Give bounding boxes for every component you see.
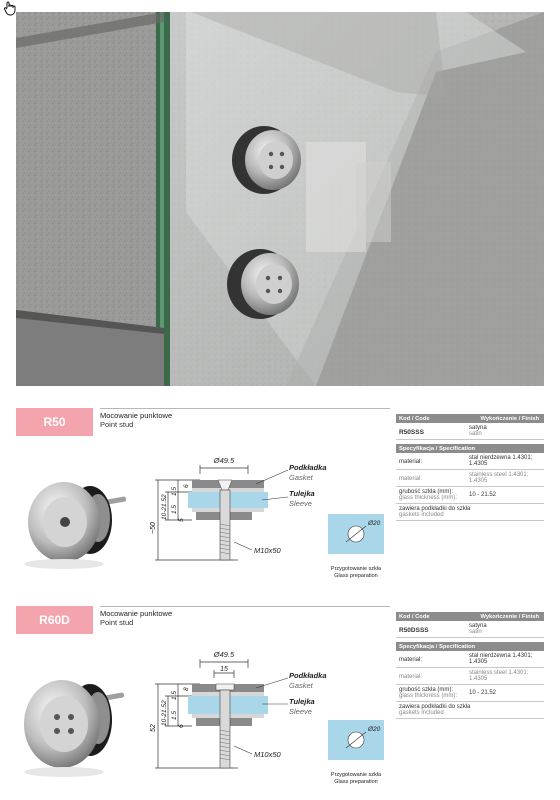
dim-d2: 8 — [183, 687, 190, 691]
dim-thread: M10x50 — [254, 750, 281, 759]
spec-code-row: R50SSS satyna satin — [396, 423, 544, 440]
product-photo — [18, 668, 130, 778]
product-photo — [18, 468, 130, 572]
label-gasket-en: Gasket — [289, 473, 313, 482]
dim-d3: 1.5 — [171, 504, 178, 514]
product-title — [100, 609, 172, 627]
dim-d4: 6 — [178, 724, 185, 728]
dim-hole: Ø20 — [368, 520, 381, 527]
hero-photo — [16, 12, 544, 386]
spec-header-code: Kod / Code Wykończenie / Finish — [396, 612, 544, 621]
dim-hole: Ø20 — [368, 726, 381, 733]
label-gasket-pl: Podkładka — [289, 671, 327, 680]
technical-drawing — [138, 450, 327, 576]
label-sleeve-pl: Tulejka — [289, 697, 315, 706]
dim-height: ~50 — [150, 522, 157, 534]
title-pl: Mocowanie punktowe — [100, 609, 173, 618]
dim-inner: 15 — [220, 666, 228, 673]
spec-table: Kod / Code Wykończenie / Finish R50SSS satyna satin Specyfikacja / Specification materiał: stal nierdzewna 1.4301; 1.4305 material: stainless steel 1.4301; 1.4305 grubość szkła (mm): glass thickness (mm): 10 - 21.52 zawiera podkładki do szkła gaskets included — [396, 414, 544, 521]
glass-preparation-icon — [328, 720, 384, 760]
product-code-badge: R60D — [16, 606, 93, 634]
dim-d1: 1.5 — [171, 690, 178, 700]
title-pl: Mocowanie punktowe — [100, 411, 173, 420]
spec-table: Kod / Code Wykończenie / Finish R50DSSS satyna satin Specyfikacja / Specification materiał: stal nierdzewna 1.4301; 1.4305 material: stainless steel 1.4301; 1.4305 grubość szkła (mm): glass thickness (mm): 10 - 21.52 zawiera podkładki do szkła gaskets included — [396, 612, 544, 719]
dim-d3: 1.5 — [171, 710, 178, 720]
title-en: Point stud — [100, 420, 134, 429]
divider — [100, 606, 390, 607]
label-sleeve-pl: Tulejka — [289, 489, 315, 498]
label-gasket-en: Gasket — [289, 681, 313, 690]
dim-thread: M10x50 — [254, 546, 281, 555]
glass-prep-label: Przygotowanie szkła Glass preparation — [330, 566, 382, 579]
dim-height: 52 — [150, 724, 157, 732]
dim-diameter: Ø49.5 — [213, 456, 235, 465]
dim-d2: 6 — [183, 484, 190, 488]
label-sleeve-en: Sleeve — [289, 707, 312, 716]
glass-prep-label: Przygotowanie szkła Glass preparation — [330, 772, 382, 785]
spec-code: R50DSSS — [399, 627, 429, 634]
spec-code: R50SSS — [399, 429, 424, 436]
product-code-badge: R50 — [16, 408, 93, 436]
title-en: Point stud — [100, 618, 134, 627]
dim-d1: 1.5 — [171, 486, 178, 496]
dim-thickness: 10-21.52 — [161, 494, 168, 520]
product-title — [100, 411, 172, 429]
spec-code-row: R50DSSS satyna satin — [396, 621, 544, 638]
glass-preparation-icon — [328, 514, 384, 554]
spec-header-specification: Specyfikacja / Specification — [396, 642, 544, 651]
divider — [100, 408, 390, 409]
label-sleeve-en: Sleeve — [289, 499, 312, 508]
spec-header-specification: Specyfikacja / Specification — [396, 444, 544, 453]
dim-d4: 5 — [178, 518, 185, 522]
technical-drawing — [138, 646, 327, 776]
label-gasket-pl: Podkładka — [289, 463, 327, 472]
dim-diameter: Ø49.5 — [213, 650, 235, 659]
dim-thickness: 10-21.52 — [161, 700, 168, 726]
spec-header-code: Kod / Code Wykończenie / Finish — [396, 414, 544, 423]
